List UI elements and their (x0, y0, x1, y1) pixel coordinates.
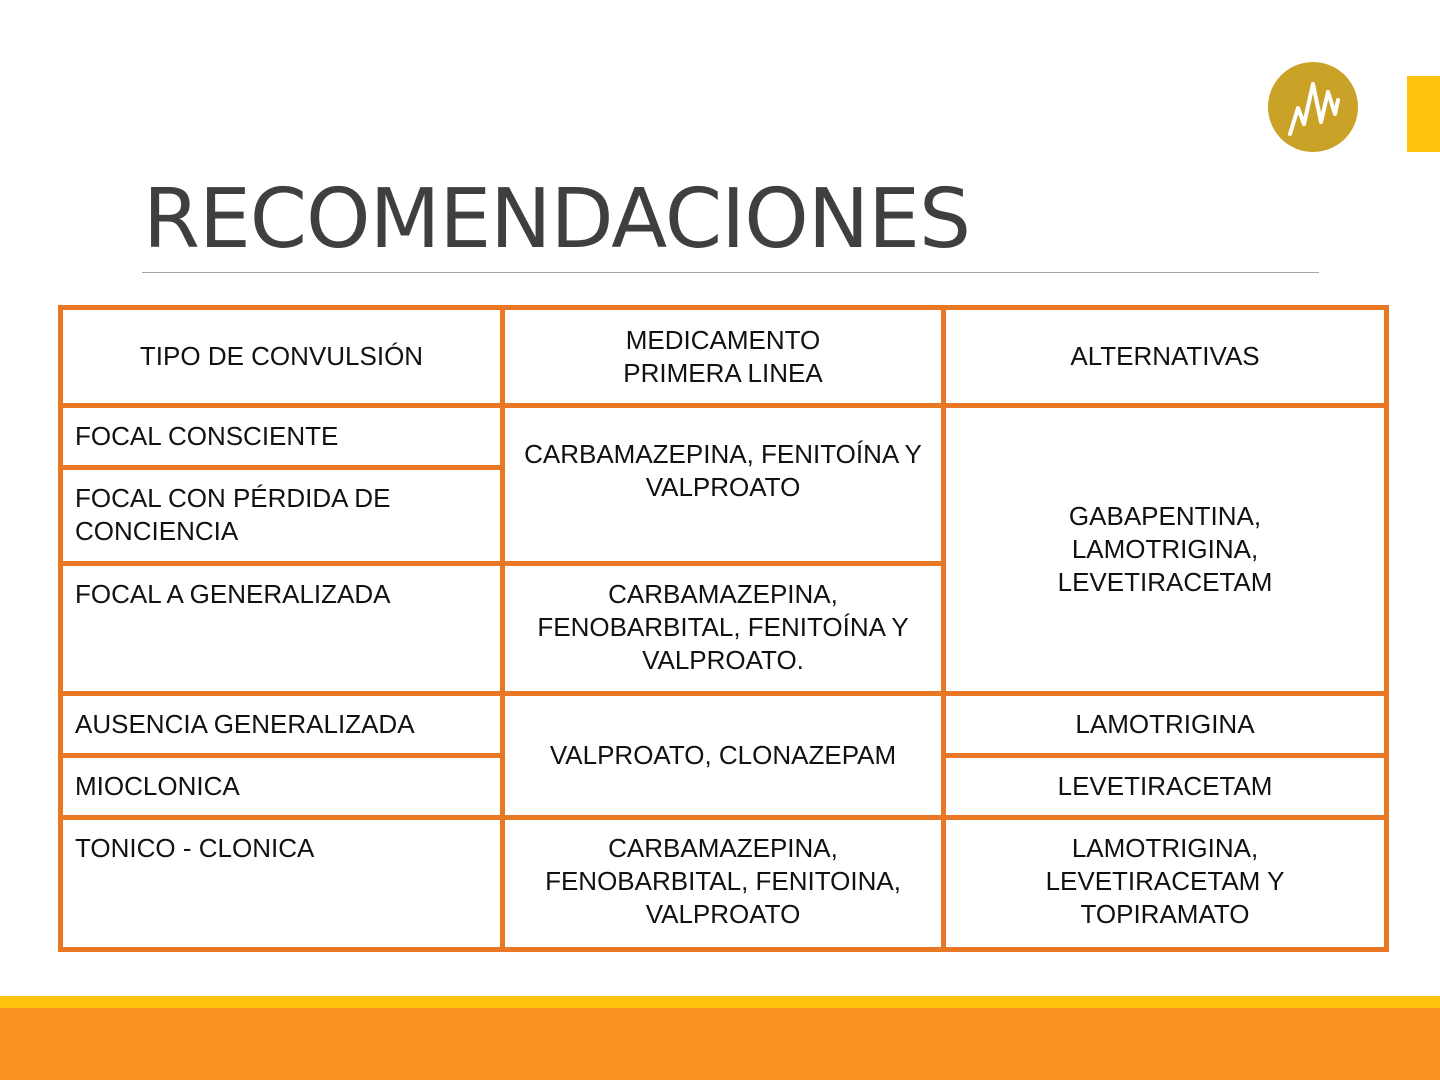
cell-tonic-clonic: TONICO - CLONICA (61, 818, 503, 950)
table-header-row (61, 308, 1387, 406)
cell-alternatives-focal: GABAPENTINA, LAMOTRIGINA, LEVETIRACETAM (944, 406, 1387, 694)
table-row (61, 694, 1387, 756)
cell-first-line-focal-generalized: CARBAMAZEPINA, FENOBARBITAL, FENITOÍNA Y VALPROATO. (503, 564, 944, 694)
header-first-line: MEDICAMENTO PRIMERA LINEA (503, 308, 944, 406)
table-row (61, 406, 1387, 468)
header-alternatives: ALTERNATIVAS (944, 308, 1387, 406)
cell-focal-loss: FOCAL CON PÉRDIDA DE CONCIENCIA (61, 468, 503, 564)
title-underline (142, 272, 1319, 273)
cell-first-line-absence-myoclonic: VALPROATO, CLONAZEPAM (503, 694, 944, 818)
side-accent-bar (1407, 76, 1440, 152)
cell-focal-conscious: FOCAL CONSCIENTE (61, 406, 503, 468)
cell-alternatives-absence: LAMOTRIGINA (944, 694, 1387, 756)
slide-title: RECOMENDACIONES (143, 172, 971, 267)
cell-first-line-tonic-clonic: CARBAMAZEPINA, FENOBARBITAL, FENITOINA, VALPROATO (503, 818, 944, 950)
heartbeat-m-logo-icon (1268, 62, 1358, 152)
footer-yellow-band (0, 996, 1440, 1008)
header-seizure-type: TIPO DE CONVULSIÓN (61, 308, 503, 406)
cell-alternatives-tonic-clonic: LAMOTRIGINA, LEVETIRACETAM Y TOPIRAMATO (944, 818, 1387, 950)
recommendations-table (58, 305, 1389, 952)
cell-first-line-focal: CARBAMAZEPINA, FENITOÍNA Y VALPROATO (503, 406, 944, 564)
cell-absence: AUSENCIA GENERALIZADA (61, 694, 503, 756)
cell-myoclonic: MIOCLONICA (61, 756, 503, 818)
cell-alternatives-myoclonic: LEVETIRACETAM (944, 756, 1387, 818)
table-row (61, 818, 1387, 950)
cell-focal-generalized: FOCAL A GENERALIZADA (61, 564, 503, 694)
footer-orange-band (0, 1008, 1440, 1080)
